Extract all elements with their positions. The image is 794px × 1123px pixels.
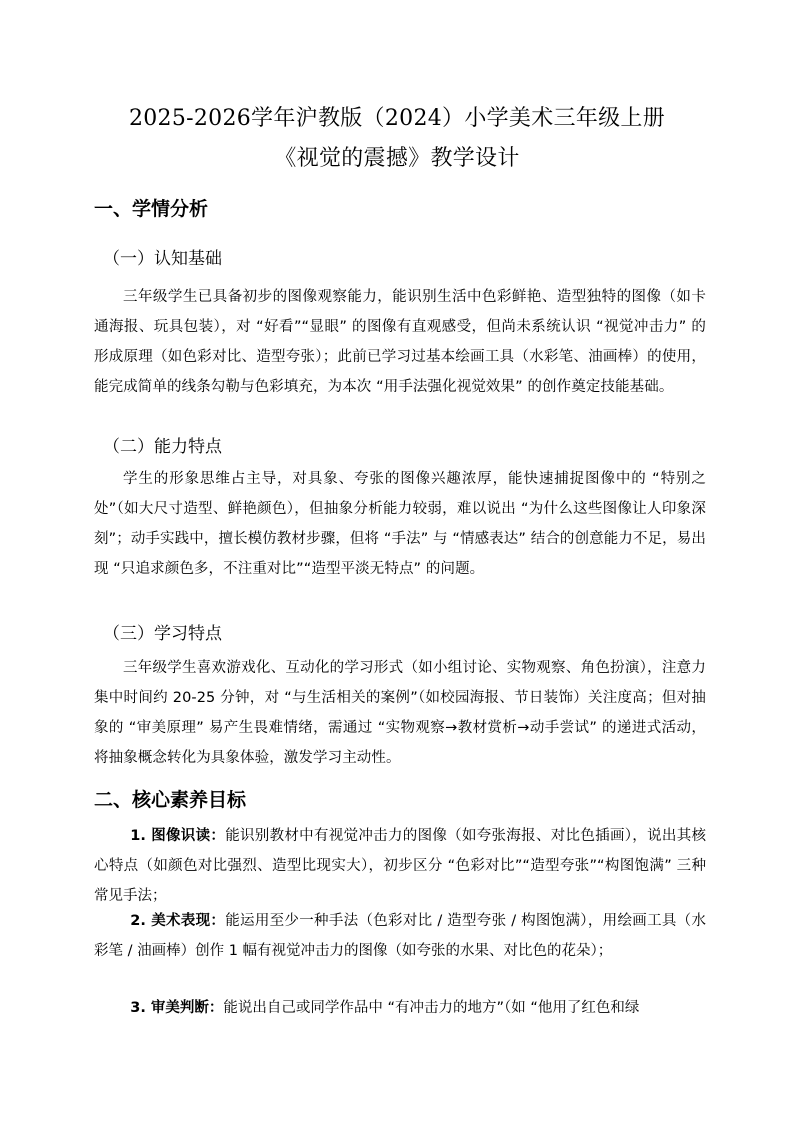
paragraph-cognitive-basis: 三年级学生已具备初步的图像观察能力，能识别生活中色彩鲜艳、造型独特的图像（如卡通海报、玩具包装），对 “好看”“显眼” 的图像有直观感受，但尚未系统认识 “视觉冲击力” 的形成原理（如色彩对比、造型夸张）；此前已学习过基本绘画工具（水彩笔、油画棒）的使用，能完成简单的线条勾勒与色彩填充，为本次 “用手法强化视觉效果” 的创作奠定技能基础。 — [94, 289, 706, 395]
paragraph-learning-traits: 三年级学生喜欢游戏化、互动化的学习形式（如小组讨论、实物观察、角色扮演），注意力集中时间约 20-25 分钟，对 “与生活相关的案例”（如校园海报、节日装饰）关注度高；但对抽象的 “审美原理” 易产生畏难情绪，需通过 “实物观察→教材赏析→动手尝试” 的递进式活动，将抽象概念转化为具象体验，激发学习主动性。 — [94, 660, 706, 766]
goal-item-image-reading — [94, 821, 706, 911]
paragraph-ability-traits: 学生的形象思维占主导，对具象、夸张的图像兴趣浓厚，能快速捕捉图像中的 “特别之处”（如大尺寸造型、鲜艳颜色），但抽象分析能力较弱，难以说出 “为什么这些图像让人印象深刻”；动手实践中，擅长模仿教材步骤，但将 “手法” 与 “情感表达” 结合的创意能力不足，易出现 “只追求颜色多，不注重对比”“造型平淡无特点” 的问题。 — [94, 471, 706, 577]
goal-item-label: 1. 图像识读： — [130, 828, 226, 844]
goal-item-label: 2. 美术表现： — [130, 913, 226, 929]
document-title-line-1: 2025-2026学年沪教版（2024）小学美术三年级上册 — [128, 106, 666, 131]
subsection-heading-learning-traits: （三）学习特点 — [103, 624, 222, 644]
goal-item-text: 能说出自己或同学作品中 “有冲击力的地方”（如 “他用了红色和绿 — [223, 1000, 640, 1016]
document-title-line-2: 《视觉的震撼》教学设计 — [274, 146, 520, 171]
goal-item-text: 能识别教材中有视觉冲击力的图像（如夸张海报、对比色插画），说出其核心特点（如颜色对比强烈、造型比现实大），初步区分 “色彩对比”“造型夸张”“构图饱满” 三种常见手法； — [94, 828, 706, 904]
section-heading-learning-analysis: 一、学情分析 — [94, 198, 209, 220]
subsection-heading-cognitive-basis: （一）认知基础 — [103, 249, 222, 269]
subsection-heading-ability-traits: （二）能力特点 — [103, 437, 222, 457]
section-heading-core-literacy-goals: 二、核心素养目标 — [94, 789, 247, 811]
goal-item-text: 能运用至少一种手法（色彩对比 / 造型夸张 / 构图饱满），用绘画工具（水彩笔 / 油画棒）创作 1 幅有视觉冲击力的图像（如夸张的水果、对比色的花朵）； — [94, 913, 706, 959]
goal-item-aesthetic-judgment — [94, 993, 706, 1023]
goal-item-label: 3. 审美判断： — [130, 1000, 224, 1016]
goal-item-art-expression — [94, 906, 706, 966]
